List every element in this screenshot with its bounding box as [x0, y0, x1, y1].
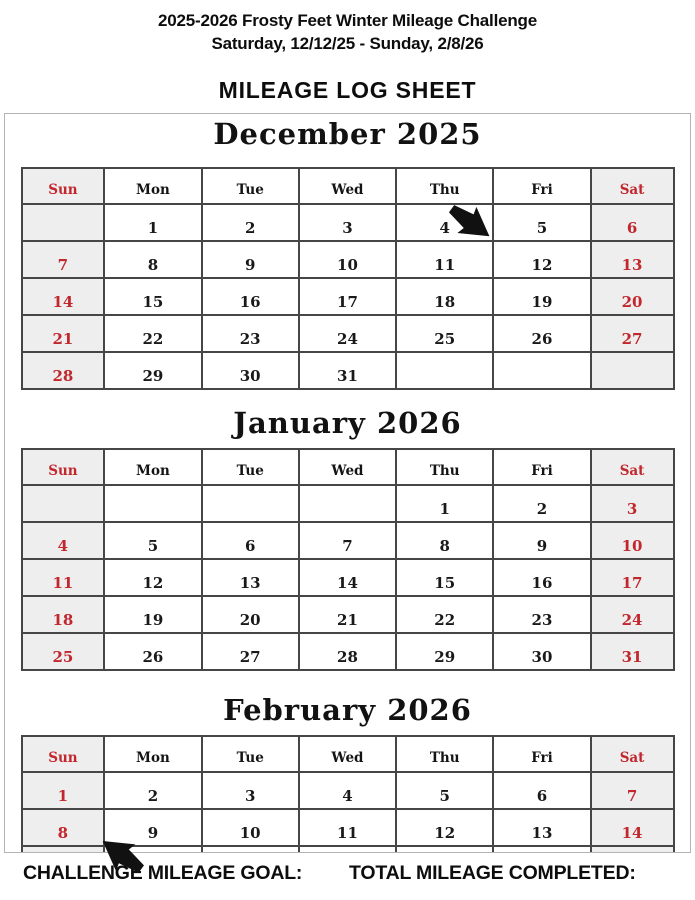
week-row	[22, 485, 674, 522]
day-cell-12: 12	[396, 809, 493, 846]
day-header-sat: Sat	[591, 736, 674, 772]
day-cell-11: 11	[299, 809, 396, 846]
day-cell-12: 12	[493, 241, 590, 278]
day-header-row	[22, 168, 674, 204]
day-cell-10: 10	[202, 809, 299, 846]
day-cell-19: 19	[104, 596, 201, 633]
day-cell-3: 3	[591, 485, 674, 522]
month-title-january: January 2026	[233, 405, 462, 440]
day-cell-1: 1	[396, 485, 493, 522]
challenge-title-line2: Saturday, 12/12/25 - Sunday, 2/8/26	[211, 33, 484, 53]
day-cell-24: 24	[299, 315, 396, 352]
day-cell-23: 23	[202, 315, 299, 352]
day-header-sun: Sun	[22, 449, 105, 485]
challenge-title-line1: 2025-2026 Frosty Feet Winter Mileage Challenge	[158, 11, 537, 30]
day-cell-empty	[202, 485, 299, 522]
day-cell-6: 6	[202, 522, 299, 559]
month-january-2026	[5, 406, 690, 671]
day-header-mon: Mon	[104, 168, 201, 204]
day-header-wed: Wed	[299, 736, 396, 772]
week-row	[22, 241, 674, 278]
day-cell-14: 14	[591, 809, 674, 846]
day-cell-16: 16	[493, 559, 590, 596]
day-cell-20: 20	[591, 278, 674, 315]
day-cell-28: 28	[299, 633, 396, 670]
calendar-table-december	[21, 167, 675, 390]
day-cell-30: 30	[202, 352, 299, 389]
calendar-box	[4, 113, 691, 853]
month-december-2025	[5, 117, 690, 390]
day-cell-26: 26	[104, 633, 201, 670]
day-cell-22: 22	[396, 596, 493, 633]
day-header-sat: Sat	[591, 449, 674, 485]
day-header-fri: Fri	[493, 168, 590, 204]
day-header-fri: Fri	[493, 736, 590, 772]
day-cell-14: 14	[299, 559, 396, 596]
day-header-thu: Thu	[396, 168, 493, 204]
day-cell-23: 23	[493, 596, 590, 633]
day-cell-7: 7	[22, 241, 105, 278]
week-row	[22, 522, 674, 559]
challenge-title	[0, 10, 695, 56]
day-cell-18: 18	[22, 596, 105, 633]
day-cell-18: 18	[396, 278, 493, 315]
day-header-mon: Mon	[104, 449, 201, 485]
day-header-sun: Sun	[22, 168, 105, 204]
week-row	[22, 772, 674, 809]
day-cell-13: 13	[591, 241, 674, 278]
day-cell-15: 15	[396, 559, 493, 596]
day-cell-27: 27	[591, 315, 674, 352]
day-cell-25: 25	[22, 633, 105, 670]
day-cell-31: 31	[591, 633, 674, 670]
day-cell-2: 2	[104, 772, 201, 809]
day-cell-24: 24	[591, 596, 674, 633]
day-cell-11: 11	[396, 241, 493, 278]
day-cell-29: 29	[104, 352, 201, 389]
day-header-thu: Thu	[396, 736, 493, 772]
day-cell-6: 6	[493, 772, 590, 809]
day-cell-empty	[299, 846, 396, 853]
day-header-sun: Sun	[22, 736, 105, 772]
day-cell-8: 8	[22, 809, 105, 846]
page-header	[0, 0, 695, 104]
day-cell-16: 16	[202, 278, 299, 315]
day-cell-28: 28	[22, 352, 105, 389]
sheet-title: MILEAGE LOG SHEET	[218, 76, 477, 103]
day-cell-2: 2	[202, 204, 299, 241]
day-header-mon: Mon	[104, 736, 201, 772]
day-header-thu: Thu	[396, 449, 493, 485]
day-header-tue: Tue	[202, 168, 299, 204]
day-cell-9: 9	[104, 809, 201, 846]
day-cell-11: 11	[22, 559, 105, 596]
day-cell-empty	[104, 485, 201, 522]
day-cell-17: 17	[299, 278, 396, 315]
day-cell-5: 5	[396, 772, 493, 809]
day-cell-4: 4	[22, 522, 105, 559]
day-cell-17: 17	[591, 559, 674, 596]
day-cell-empty	[591, 846, 674, 853]
day-cell-2: 2	[493, 485, 590, 522]
day-header-row	[22, 449, 674, 485]
day-cell-4: 4	[396, 204, 493, 241]
total-mileage-completed-label: TOTAL MILEAGE COMPLETED:	[349, 862, 636, 884]
week-row	[22, 315, 674, 352]
calendar-table-january	[21, 448, 675, 671]
day-cell-13: 13	[202, 559, 299, 596]
week-row	[22, 352, 674, 389]
day-cell-13: 13	[493, 809, 590, 846]
day-cell-10: 10	[591, 522, 674, 559]
day-cell-27: 27	[202, 633, 299, 670]
month-title-february: February 2026	[223, 692, 472, 727]
day-cell-31: 31	[299, 352, 396, 389]
day-cell-5: 5	[493, 204, 590, 241]
day-cell-10: 10	[299, 241, 396, 278]
day-cell-1: 1	[104, 204, 201, 241]
day-cell-15: 15	[104, 278, 201, 315]
day-cell-21: 21	[22, 315, 105, 352]
week-row	[22, 278, 674, 315]
day-cell-20: 20	[202, 596, 299, 633]
day-cell-empty	[396, 352, 493, 389]
day-cell-8: 8	[396, 522, 493, 559]
day-cell-empty	[299, 485, 396, 522]
week-row	[22, 633, 674, 670]
day-cell-empty	[591, 352, 674, 389]
day-header-tue: Tue	[202, 449, 299, 485]
day-header-sat: Sat	[591, 168, 674, 204]
day-cell-empty	[22, 485, 105, 522]
day-cell-14: 14	[22, 278, 105, 315]
day-cell-3: 3	[202, 772, 299, 809]
day-cell-21: 21	[299, 596, 396, 633]
day-cell-empty	[396, 846, 493, 853]
day-cell-empty	[493, 846, 590, 853]
day-cell-empty	[493, 352, 590, 389]
challenge-mileage-goal-label: CHALLENGE MILEAGE GOAL:	[23, 862, 303, 884]
day-cell-empty	[22, 204, 105, 241]
day-header-wed: Wed	[299, 168, 396, 204]
month-title-december: December 2025	[213, 117, 482, 151]
week-row	[22, 596, 674, 633]
day-cell-3: 3	[299, 204, 396, 241]
day-cell-29: 29	[396, 633, 493, 670]
day-header-fri: Fri	[493, 449, 590, 485]
day-cell-7: 7	[591, 772, 674, 809]
day-cell-4: 4	[299, 772, 396, 809]
day-cell-30: 30	[493, 633, 590, 670]
day-cell-9: 9	[493, 522, 590, 559]
day-cell-26: 26	[493, 315, 590, 352]
day-cell-9: 9	[202, 241, 299, 278]
day-header-tue: Tue	[202, 736, 299, 772]
day-cell-1: 1	[22, 772, 105, 809]
day-cell-12: 12	[104, 559, 201, 596]
day-cell-5: 5	[104, 522, 201, 559]
day-cell-empty	[202, 846, 299, 853]
day-header-wed: Wed	[299, 449, 396, 485]
day-cell-7: 7	[299, 522, 396, 559]
day-cell-8: 8	[104, 241, 201, 278]
day-cell-19: 19	[493, 278, 590, 315]
day-cell-25: 25	[396, 315, 493, 352]
week-row	[22, 204, 674, 241]
month-february-2026	[5, 693, 690, 853]
day-cell-6: 6	[591, 204, 674, 241]
day-header-row	[22, 736, 674, 772]
day-cell-22: 22	[104, 315, 201, 352]
week-row	[22, 559, 674, 596]
